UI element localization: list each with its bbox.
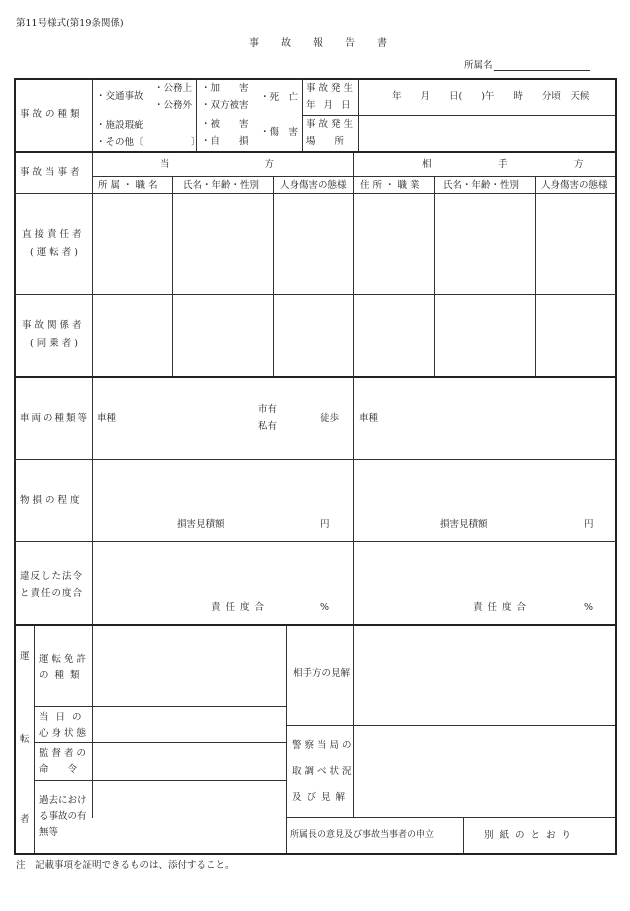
damage-yen-theirs: 円 [584,519,594,530]
supervisor-label: 監督者の [39,748,90,759]
vehicle-label: 車両の種類等 [20,413,90,424]
parties-label: 事故当事者 [20,167,83,178]
frame-right [615,78,617,855]
option-other[interactable]: ・その他〔 〕 [96,137,201,148]
other-view-label: 相手方の見解 [293,668,351,679]
responsibility-ours: 責任度合 [211,602,270,613]
option-perpetrator[interactable]: ・加 害 [201,83,249,94]
percent-ours: % [320,602,330,613]
affiliation-underline[interactable] [494,70,590,71]
responsibility-theirs: 責任度合 [473,602,532,613]
option-self-damage[interactable]: ・自 損 [201,136,249,147]
police-field[interactable] [355,727,613,816]
option-death[interactable]: ・死 亡 [260,92,299,103]
option-walking[interactable]: 徒歩 [320,413,340,424]
col-name: 氏名・年齢・性別 [183,180,260,191]
frame-bottom [14,853,617,855]
damage-estimate-theirs: 損害見積額 [440,519,488,530]
direct-responsible-label: 直接責任者 [22,229,85,240]
occurrence-place-field[interactable] [362,120,612,148]
option-facility[interactable]: ・施設瑕疵 [96,120,144,131]
driver-our-side-field[interactable] [94,195,352,293]
col-injury-other: 人身傷害の態様 [541,180,608,191]
col-name-other: 氏名・年齢・性別 [443,180,520,191]
damage-label: 物損の程度 [20,495,83,506]
license-field[interactable] [94,628,284,704]
damage-yen-ours: 円 [320,519,330,530]
driver-group-char-3: 者 [20,814,30,825]
option-official-off[interactable]: ・公務外 [154,100,193,111]
page-title: 事 故 報 告 書 [249,38,393,49]
col-injury: 人身傷害の態様 [280,180,347,191]
condition-label: 当日の [39,712,89,723]
option-victim[interactable]: ・被 害 [201,119,249,130]
frame-top [14,78,617,80]
affiliation-label: 所属名 [464,60,493,71]
accident-type-label: 事故の種類 [20,109,83,120]
other-view-field[interactable] [355,628,613,724]
option-private-owned[interactable]: 私有 [258,421,278,432]
supervisor-field[interactable] [94,744,284,779]
option-city-owned[interactable]: 市有 [258,404,278,415]
past-accidents-field[interactable] [94,782,284,852]
occurrence-place-label: 事故発生 [306,119,357,130]
separate-sheet-note: 別紙のとおり [484,830,578,841]
passenger-other-side-field[interactable] [355,296,613,374]
violation-label: 違反した法令 [20,571,84,582]
col-address: 住所・職業 [360,180,423,191]
option-official-on[interactable]: ・公務上 [154,83,193,94]
damage-estimate-ours: 損害見積額 [177,519,225,530]
option-mutual[interactable]: ・双方被害 [201,100,249,111]
vehicle-type-ours: 車種 [97,413,117,424]
other-side-header: 相 手 方 [422,159,584,170]
opinion-label: 所属長の意見及び事故当事者の申立 [290,830,435,840]
license-label: 運転免許 [39,654,90,665]
related-person-label: 事故関係者 [22,320,85,331]
vehicle-type-theirs: 車種 [359,413,379,424]
frame-left [14,78,16,855]
driver-group-char-1: 運 [20,651,30,662]
police-label: 警察当局の [292,740,355,751]
driver-group-char-2: 転 [20,734,30,745]
form-number: 第11号様式(第19条関係) [16,18,124,29]
option-traffic[interactable]: ・交通事故 [96,91,144,102]
footnote: 注 記載事項を証明できるものは、添付すること。 [16,860,235,871]
past-accidents-label: 過去におけ [39,795,87,806]
driver-other-side-field[interactable] [355,195,613,293]
percent-theirs: % [584,602,594,613]
occurrence-date-label: 事故発生 [306,83,357,94]
occurrence-date-field[interactable]: 年 月 日( )午 時 分頃 天候 [392,91,590,102]
our-side-header: 当 方 [160,159,275,170]
passenger-our-side-field[interactable] [94,296,352,374]
option-injury[interactable]: ・傷 害 [260,127,299,138]
condition-field[interactable] [94,708,284,741]
col-affiliation: 所属・職名 [98,180,161,191]
